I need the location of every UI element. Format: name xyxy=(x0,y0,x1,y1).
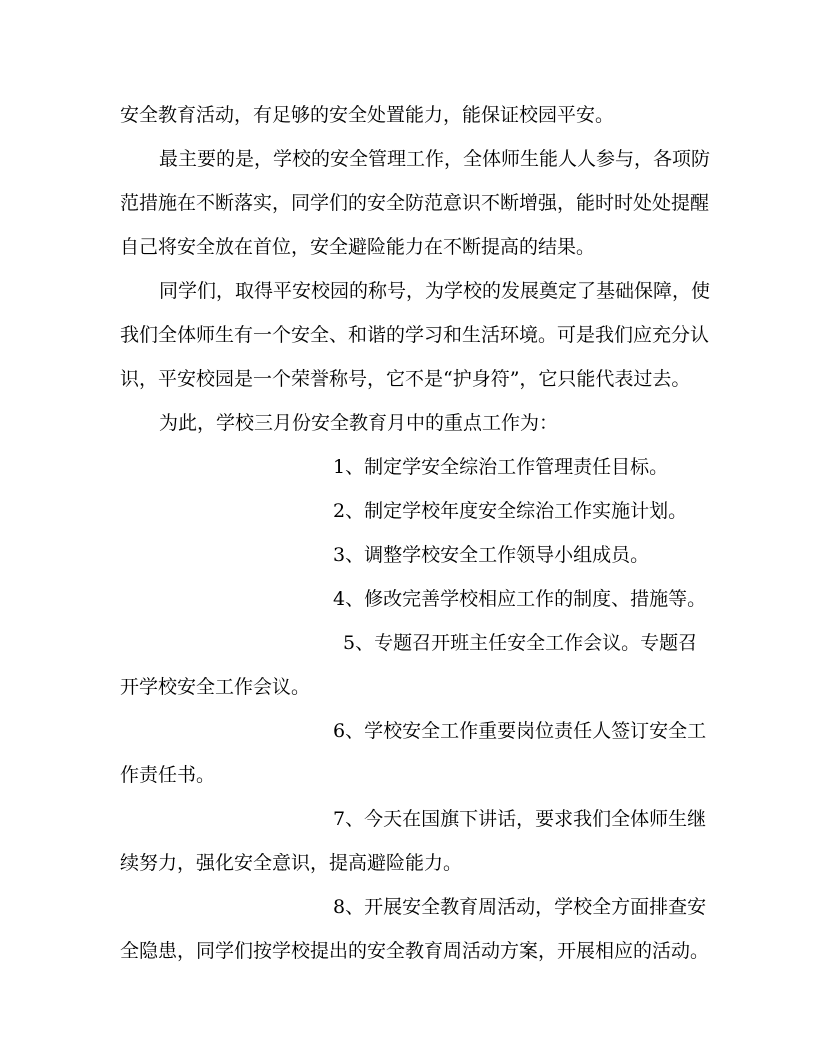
text-line: 为此，学校三月份安全教育月中的重点工作为： xyxy=(159,412,559,434)
text-line: 作责任书。 xyxy=(120,764,216,786)
text-line: 范措施在不断落实，同学们的安全防范意识不断增强，能时时处处提醒 xyxy=(120,192,710,214)
list-item: 2、制定学校年度安全综治工作实施计划。 xyxy=(333,500,688,522)
list-item: 4、修改完善学校相应工作的制度、措施等。 xyxy=(333,588,707,610)
text-line: 安全教育活动，有足够的安全处置能力，能保证校园平安。 xyxy=(120,104,615,126)
list-item: 3、调整学校安全工作领导小组成员。 xyxy=(333,544,650,566)
list-item: 1、制定学安全综治工作管理责任目标。 xyxy=(333,456,669,478)
text-line: 我们全体师生有一个安全、和谐的学习和生活环境。可是我们应充分认 xyxy=(120,324,710,346)
list-item: 7、今天在国旗下讲话，要求我们全体师生继 xyxy=(333,808,707,830)
text-line: 识，平安校园是一个荣誉称号，它不是“护身符”，它只能代表过去。 xyxy=(120,368,691,390)
list-item: 6、学校安全工作重要岗位责任人签订安全工 xyxy=(333,720,707,742)
list-item: 8、开展安全教育周活动，学校全方面排查安 xyxy=(333,896,707,918)
text-line: 最主要的是，学校的安全管理工作，全体师生能人人参与，各项防 xyxy=(159,148,711,170)
text-line: 续努力，强化安全意识，提高避险能力。 xyxy=(120,852,463,874)
text-line: 开学校安全工作会议。 xyxy=(120,676,311,698)
text-line: 同学们，取得平安校园的称号，为学校的发展奠定了基础保障，使 xyxy=(159,280,711,302)
text-line: 自己将安全放在首位，安全避险能力在不断提高的结果。 xyxy=(120,236,596,258)
list-item: 5、专题召开班主任安全工作会议。专题召 xyxy=(343,632,698,654)
text-line: 全隐患，同学们按学校提出的安全教育周活动方案，开展相应的活动。 xyxy=(120,940,710,962)
